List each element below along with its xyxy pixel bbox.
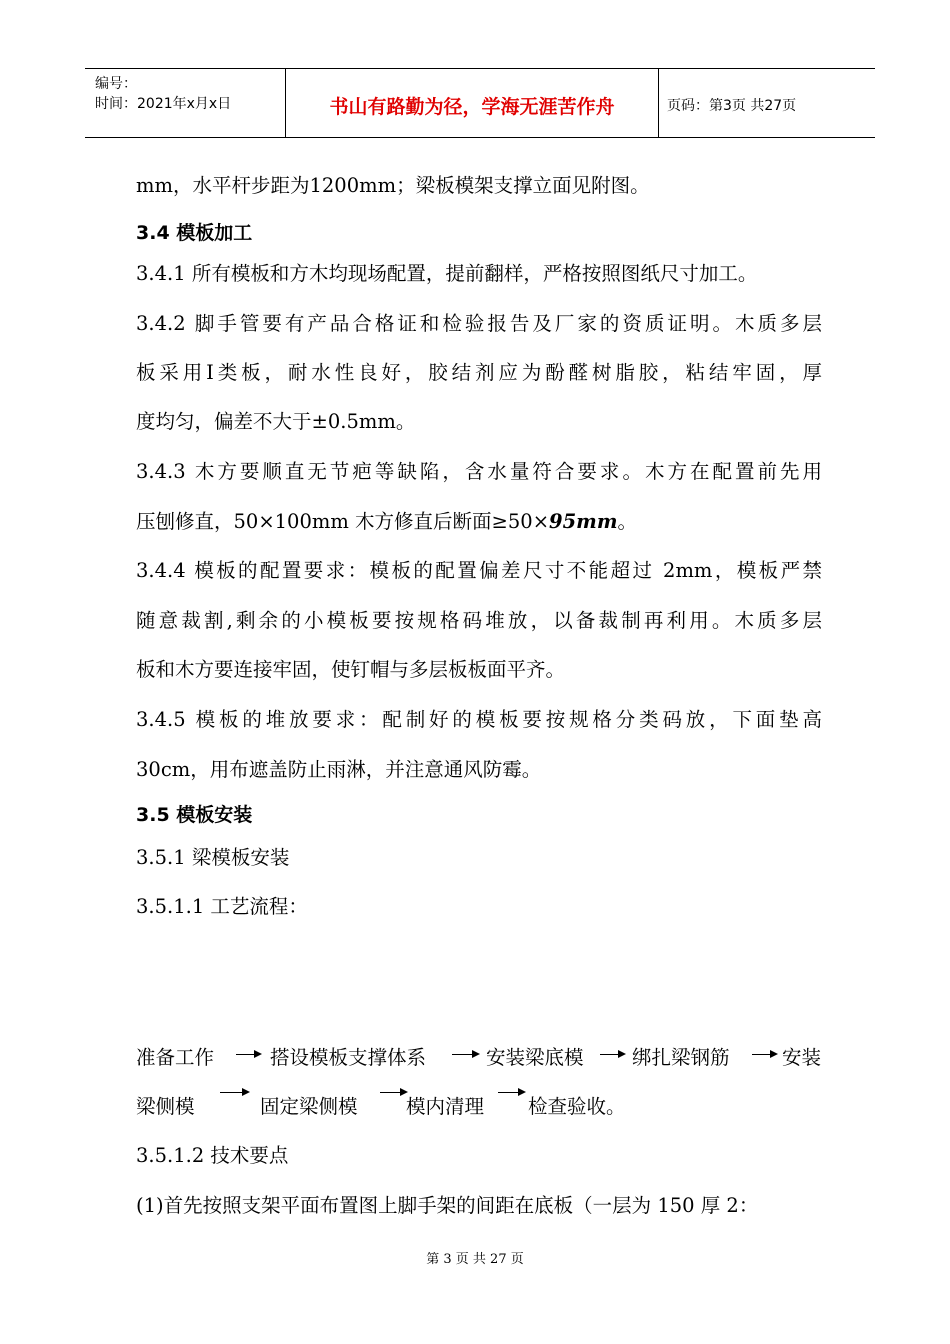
section-heading-3-5: 3.5 模板安装 xyxy=(136,804,253,826)
paragraph-3-4-5-line: 30cm，用布遮盖防止雨淋，并注意通风防霉。 xyxy=(136,758,542,781)
paragraph-3-4-2-line: 度均匀，偏差不大于±0.5mm。 xyxy=(136,410,416,433)
paragraph-3-4-2-line: 板采用Ⅰ类板，耐水性良好，胶结剂应为酚醛树脂胶，粘结牢固，厚 xyxy=(136,361,822,384)
body-line: mm，水平杆步距为1200mm；梁板模架支撑立面见附图。 xyxy=(136,174,650,197)
header-motto: 书山有路勤为径，学海无涯苦作舟 xyxy=(329,95,615,118)
flow-step: 固定梁侧模 xyxy=(260,1095,358,1118)
flow-arrow xyxy=(380,1092,406,1093)
paragraph-3-4-4-line: 随意裁割,剩余的小模板要按规格码堆放，以备裁制再利用。木质多层 xyxy=(136,609,822,632)
paragraph-3-4-3-line: 3.4.3 木方要顺直无节疤等缺陷，含水量符合要求。木方在配置前先用 xyxy=(136,460,822,483)
flow-arrow xyxy=(752,1054,776,1055)
page-footer: 第 3 页 共 27 页 xyxy=(426,1252,524,1267)
flow-step: 模内清理 xyxy=(406,1095,485,1118)
header-meta xyxy=(85,69,285,137)
paragraph-tech-point-1: (1)首先按照支架平面布置图上脚手架的间距在底板（一层为 150 厚 2： xyxy=(136,1194,759,1217)
page-header xyxy=(85,68,875,138)
flow-arrow xyxy=(600,1054,624,1055)
paragraph-3-4-3-line xyxy=(136,512,637,532)
flow-arrow xyxy=(236,1054,260,1055)
paragraph-3-4-5-line: 3.4.5 模板的堆放要求：配制好的模板要按规格分类码放，下面垫高 xyxy=(136,708,822,731)
header-page-info: 页码：第3页 共27页 xyxy=(667,98,797,114)
flow-step: 梁侧模 xyxy=(136,1095,195,1118)
flow-step: 检查验收。 xyxy=(528,1095,626,1118)
flow-arrow xyxy=(220,1092,248,1093)
flow-step: 安装 xyxy=(782,1046,822,1069)
time-label: 时间：2021年x月x日 xyxy=(95,96,232,112)
section-heading-3-4: 3.4 模板加工 xyxy=(136,222,253,244)
paragraph-3-4-1: 3.4.1 所有模板和方木均现场配置，提前翻样，严格按照图纸尺寸加工。 xyxy=(136,262,758,285)
paragraph-3-5-1-2: 3.5.1.2 技术要点 xyxy=(136,1144,289,1167)
text-run: 压刨修直，50×100mm 木方修直后断面≥50× xyxy=(136,510,550,533)
paragraph-3-5-1: 3.5.1 梁模板安装 xyxy=(136,846,290,869)
flow-arrow xyxy=(498,1092,524,1093)
paragraph-3-4-2-line: 3.4.2 脚手管要有产品合格证和检验报告及厂家的资质证明。木质多层 xyxy=(136,312,822,335)
flow-step: 绑扎梁钢筋 xyxy=(632,1046,730,1069)
flow-step: 准备工作 xyxy=(136,1046,215,1069)
number-label: 编号： xyxy=(95,76,137,92)
paragraph-3-4-4-line: 板和木方要连接牢固，使钉帽与多层板板面平齐。 xyxy=(136,658,566,681)
flow-step: 搭设模板支撑体系 xyxy=(270,1046,427,1069)
italic-bold-run: 95mm xyxy=(549,510,618,533)
paragraph-3-5-1-1: 3.5.1.1 工艺流程： xyxy=(136,895,308,918)
paragraph-3-4-4-line: 3.4.4 模板的配置要求：模板的配置偏差尺寸不能超过 2mm，模板严禁 xyxy=(136,559,822,582)
flow-arrow xyxy=(452,1054,478,1055)
text-run: 。 xyxy=(617,510,637,533)
flow-step: 安装梁底模 xyxy=(486,1046,584,1069)
